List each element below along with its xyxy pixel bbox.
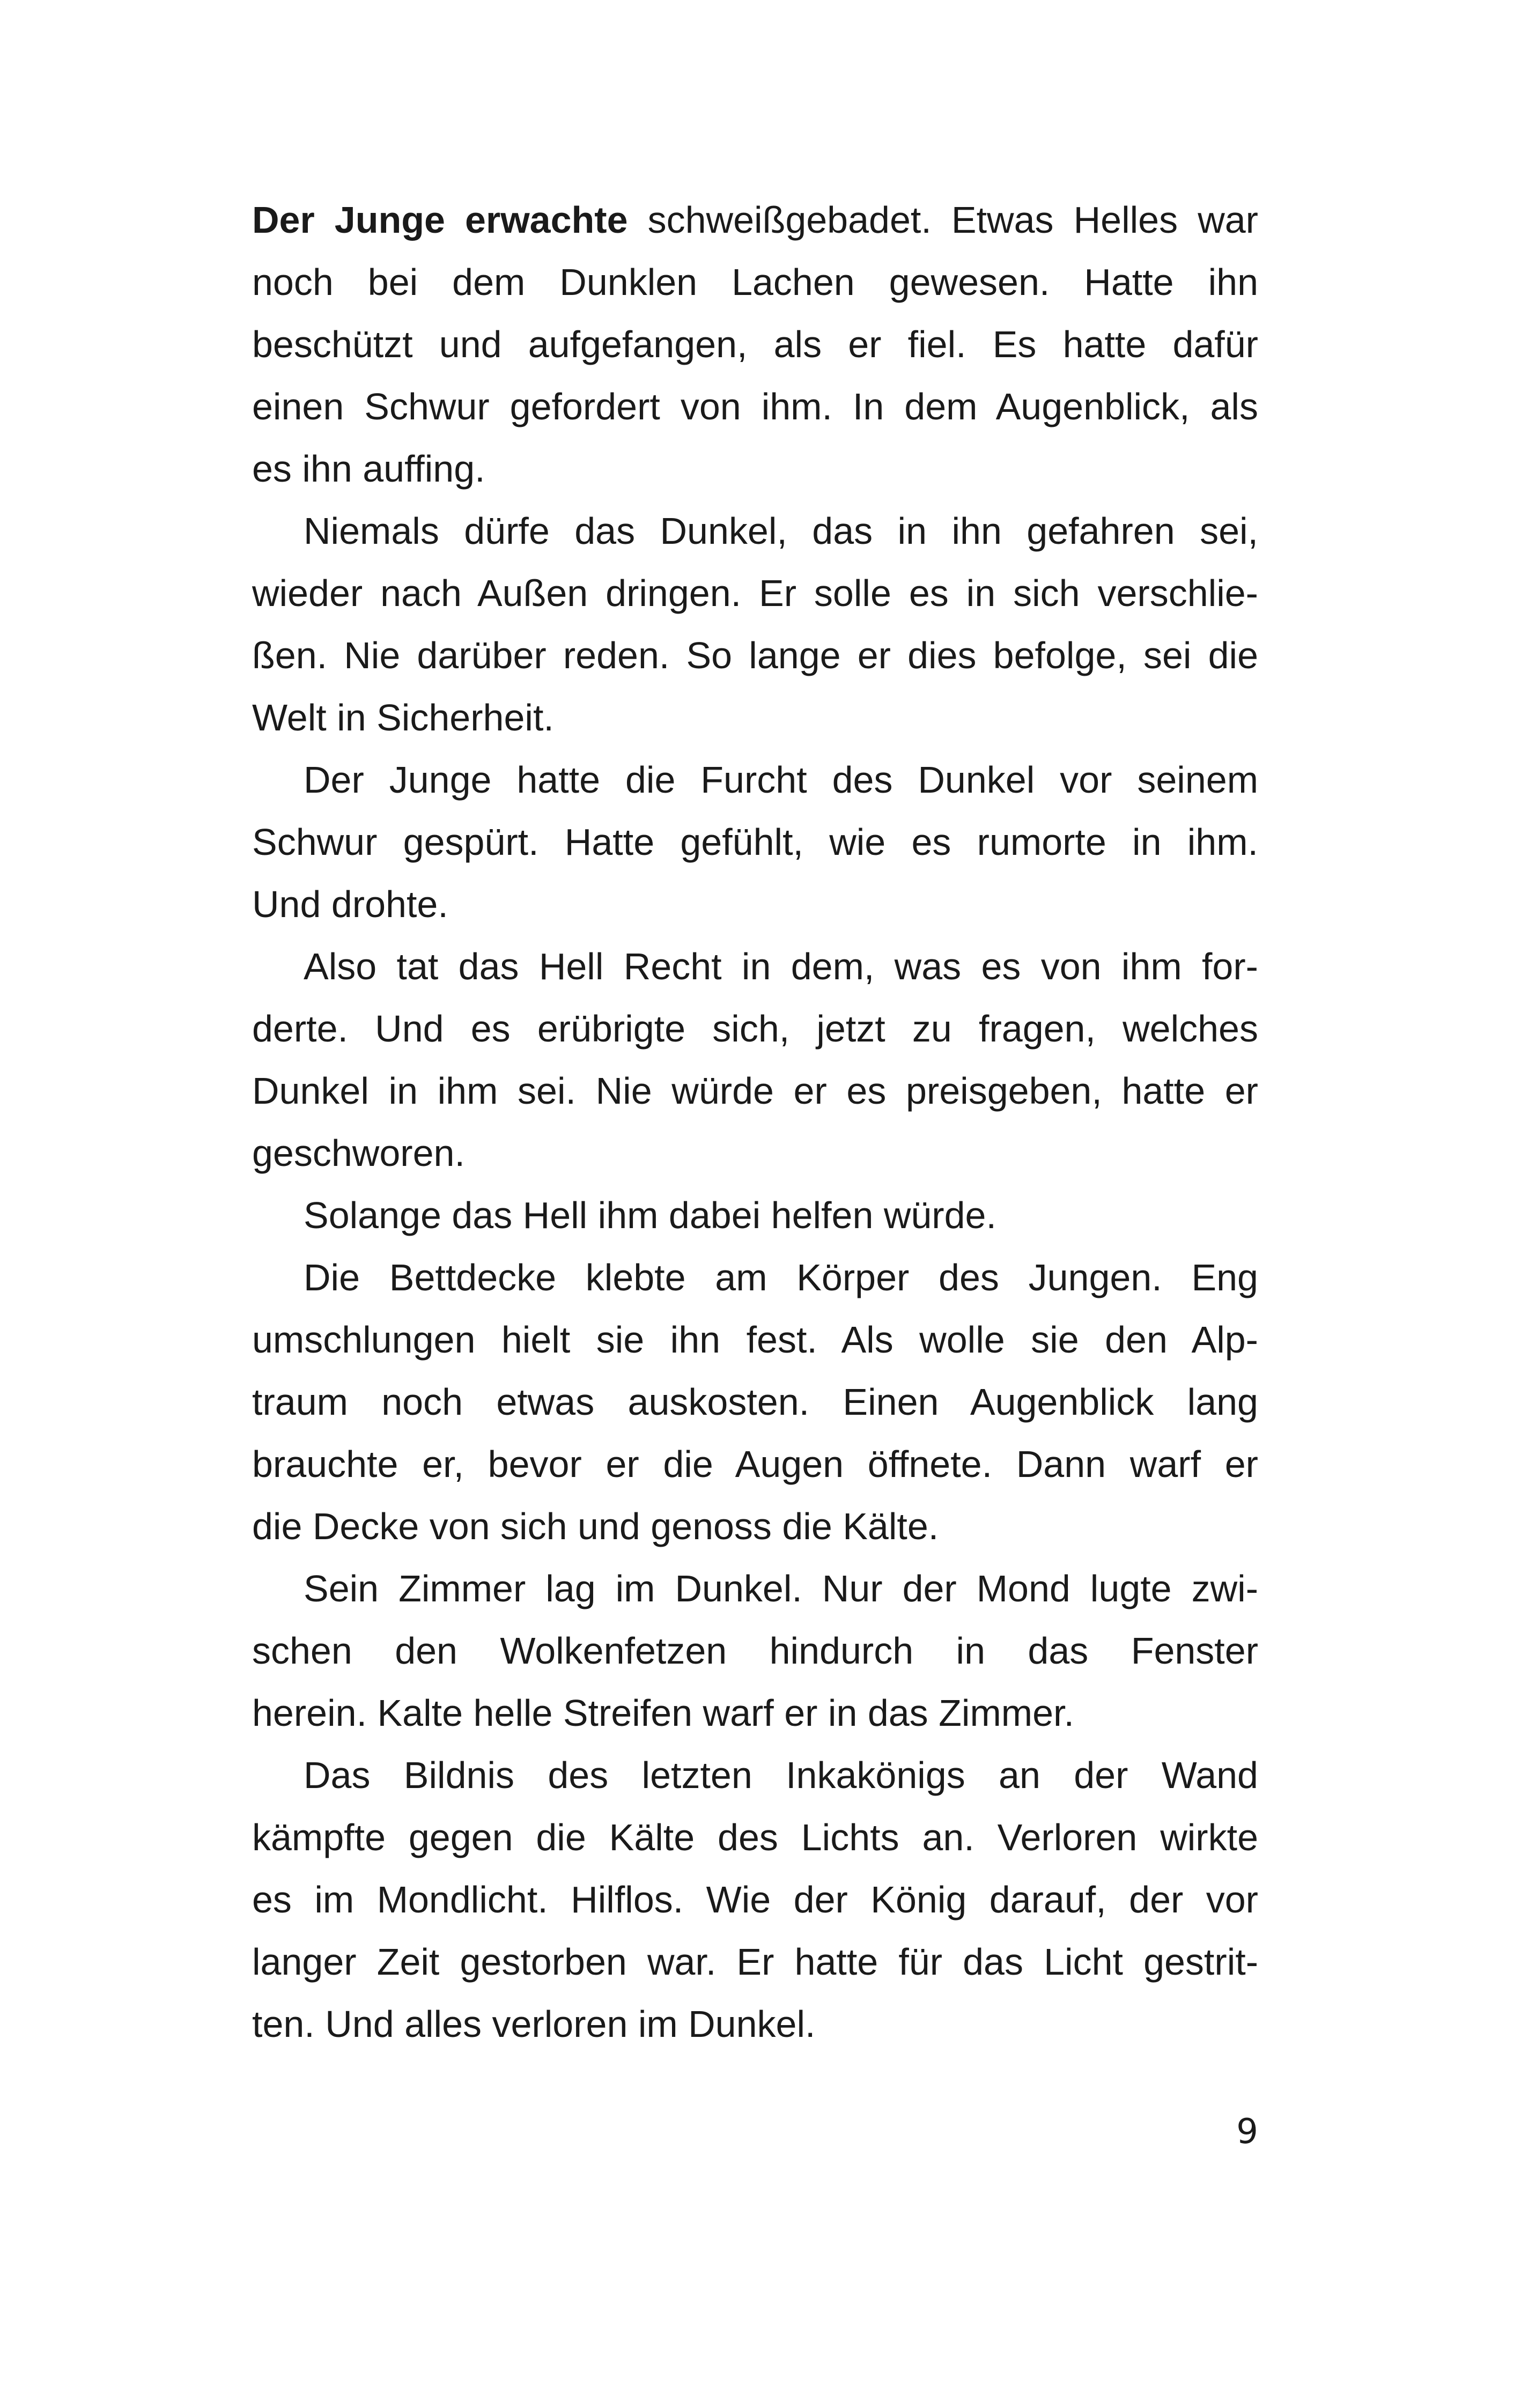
text-line: herein. Kalte helle Streifen warf er in das Zimmer. [252,1692,1074,1734]
text-line: Und drohte. [252,883,448,925]
lead-in-bold: Der Junge erwachte [252,199,628,241]
paragraph-1 [252,189,1258,500]
text-line: traum noch etwas auskosten. Einen Augenblick lang [252,1381,1258,1423]
page-number: 9 [1236,2112,1258,2152]
paragraph-5 [252,1184,1258,1246]
text-line: wieder nach Außen dringen. Er solle es in sich verschlie- [252,572,1258,614]
text-line: schen den Wolkenfetzen hindurch in das Fenster [252,1630,1258,1672]
body-text [252,189,1258,2055]
text-line: geschworen. [252,1132,465,1174]
text-line: langer Zeit gestorben war. Er hatte für das Licht gestrit- [252,1941,1258,1983]
text-line: Welt in Sicherheit. [252,697,554,738]
text-line: Das Bildnis des letzten Inkakönigs an der Wand [304,1754,1258,1796]
text-line: die Decke von sich und genoss die Kälte. [252,1505,939,1547]
text-line: ßen. Nie darüber reden. So lange er dies befolge, sei die [252,634,1258,676]
text-line: beschützt und aufgefangen, als er fiel. Es hatte dafür [252,323,1258,365]
text-line: derte. Und es erübrigte sich, jetzt zu fragen, welches [252,1008,1258,1050]
text-line: es ihn auffing. [252,448,485,490]
text-line: Der Junge erwachte schweißgebadet. Etwas Helles war [252,199,1258,241]
text-line: Der Junge hatte die Furcht des Dunkel vor seinem [304,759,1258,801]
text-line: Niemals dürfe das Dunkel, das in ihn gefahren sei, [304,510,1258,552]
paragraph-8 [252,1744,1258,2055]
text-line: Sein Zimmer lag im Dunkel. Nur der Mond lugte zwi- [304,1568,1258,1609]
paragraph-7 [252,1557,1258,1744]
text-line: Also tat das Hell Recht in dem, was es von ihm for- [304,946,1258,987]
text-line: es im Mondlicht. Hilflos. Wie der König darauf, der vor [252,1879,1258,1921]
paragraph-3 [252,749,1258,935]
text-line: Solange das Hell ihm dabei helfen würde. [304,1194,996,1236]
text-line: noch bei dem Dunklen Lachen gewesen. Hatte ihn [252,261,1258,303]
text-line: kämpfte gegen die Kälte des Lichts an. Verloren wirkte [252,1816,1258,1858]
text-line: umschlungen hielt sie ihn fest. Als wolle sie den Alp- [252,1319,1258,1361]
text-line: ten. Und alles verloren im Dunkel. [252,2003,816,2045]
paragraph-6 [252,1246,1258,1557]
text-line: brauchte er, bevor er die Augen öffnete. Dann warf er [252,1443,1258,1485]
text-line: Schwur gespürt. Hatte gefühlt, wie es rumorte in ihm. [252,821,1258,863]
paragraph-2 [252,500,1258,749]
text-line: einen Schwur gefordert von ihm. In dem Augenblick, als [252,386,1258,427]
text-line: Die Bettdecke klebte am Körper des Jungen. Eng [304,1257,1258,1298]
text-line: Dunkel in ihm sei. Nie würde er es preisgeben, hatte er [252,1070,1258,1112]
paragraph-4 [252,935,1258,1184]
